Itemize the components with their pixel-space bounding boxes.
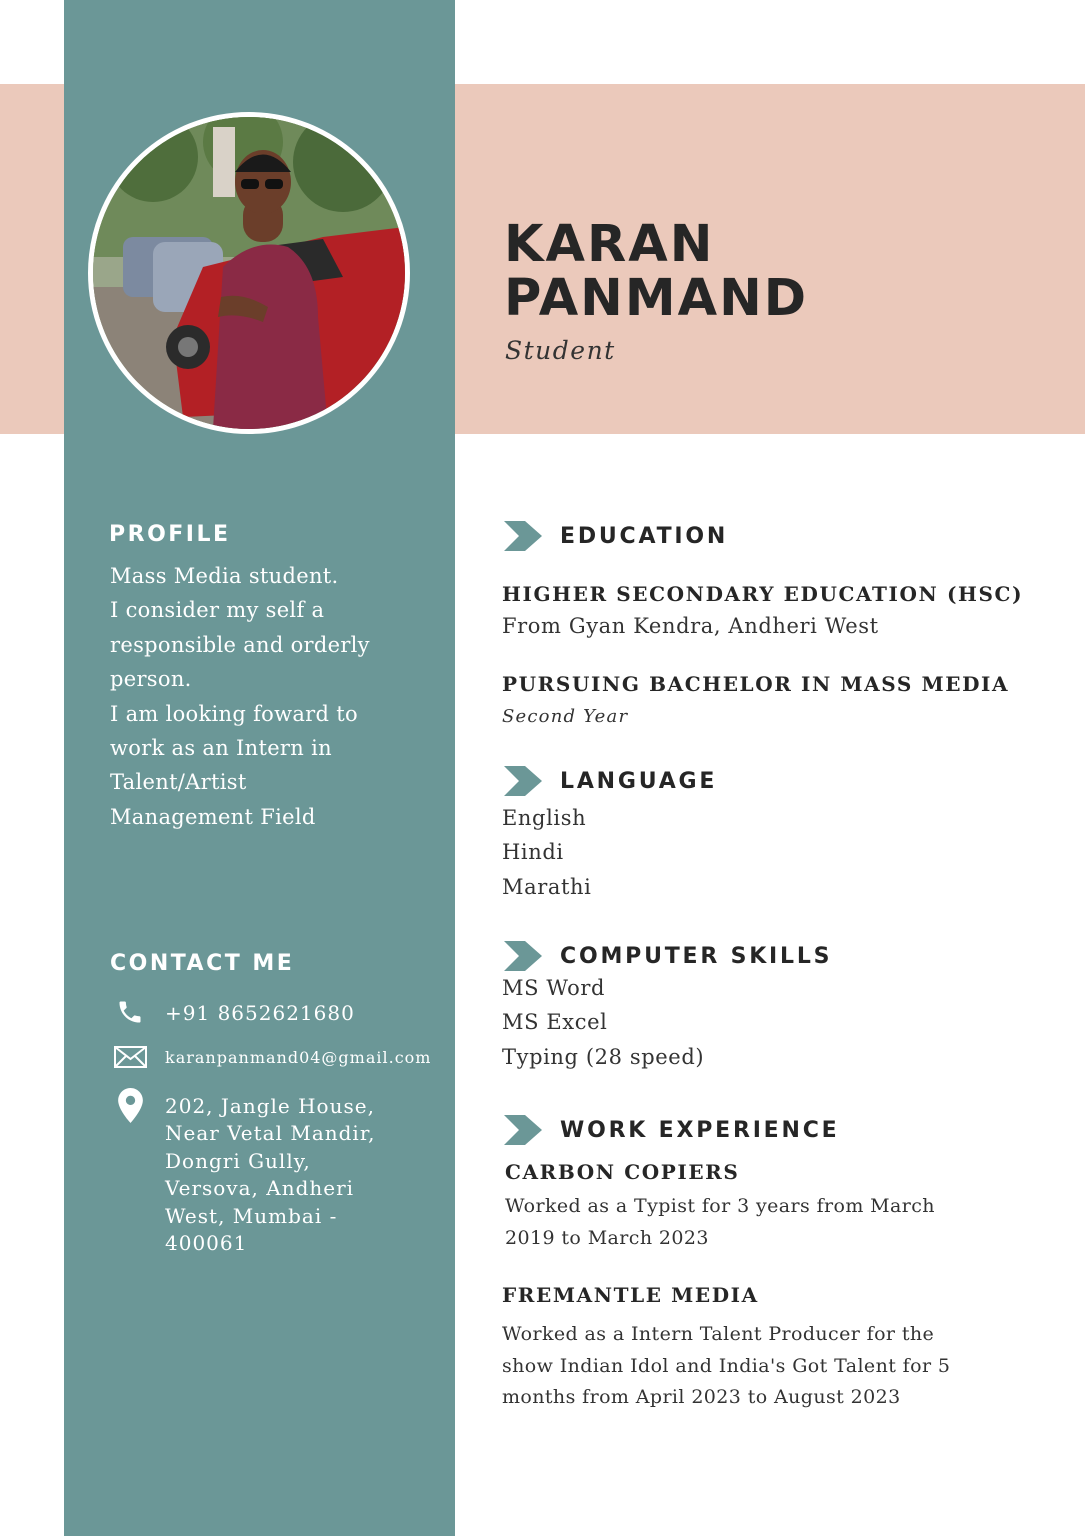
list-item: Marathi [502, 874, 592, 899]
profile-heading: PROFILE [109, 522, 231, 547]
chevron-right-icon [504, 766, 542, 796]
list-item: English [502, 806, 587, 830]
work-experience-section-heading [504, 1115, 840, 1145]
phone-number[interactable]: +91 8652621680 [165, 1001, 355, 1025]
profile-line: I consider my self a [110, 598, 325, 623]
chevron-right-icon [504, 1115, 542, 1145]
address [165, 1093, 376, 1257]
profile-line: person. [110, 667, 192, 692]
list-item: MS Excel [502, 1010, 608, 1035]
email-address[interactable]: karanpanmand04@gmail.com [165, 1048, 432, 1067]
education-item-title: HIGHER SECONDARY EDUCATION (HSC) [502, 582, 1024, 606]
address-line: West, Mumbai - [165, 1203, 338, 1228]
job-description-line: Worked as a Typist for 3 years from March [505, 1195, 935, 1217]
full-name [504, 215, 809, 328]
profile-line: Mass Media student. [110, 564, 339, 588]
education-heading: EDUCATION [560, 523, 729, 549]
profile-line: Talent/Artist [110, 770, 247, 795]
job-company: FREMANTLE MEDIA [502, 1283, 759, 1307]
job-description-line: months from April 2023 to August 2023 [502, 1386, 901, 1408]
contact-heading: CONTACT ME [110, 951, 295, 976]
profile-line: responsible and orderly [110, 632, 370, 657]
last-name: PANMAND [504, 269, 809, 328]
education-item-detail: From Gyan Kendra, Andheri West [502, 614, 879, 638]
job-description [505, 1191, 935, 1254]
chevron-right-icon [504, 521, 542, 551]
work-experience-heading: WORK EXPERIENCE [560, 1117, 840, 1143]
profile-line: I am looking foward to [110, 701, 358, 726]
job-company: CARBON COPIERS [505, 1160, 740, 1184]
mail-icon [114, 1046, 147, 1068]
language-section-heading [504, 766, 717, 796]
list-item: Typing (28 speed) [502, 1044, 705, 1069]
computer-skills-section-heading [504, 941, 832, 971]
job-description-line: Worked as a Intern Talent Producer for the [502, 1323, 935, 1345]
language-list [502, 801, 591, 904]
address-line: 202, Jangle House, [165, 1094, 375, 1118]
language-heading: LANGUAGE [560, 768, 718, 794]
job-description-line: 2019 to March 2023 [505, 1226, 709, 1249]
chevron-right-icon [504, 941, 542, 971]
education-section-heading [504, 521, 728, 551]
first-name: KARAN [504, 215, 715, 274]
list-item: MS Word [502, 976, 606, 1000]
profile-line: work as an Intern in [110, 736, 332, 761]
computer-skills-heading: COMPUTER SKILLS [560, 943, 833, 969]
address-line: Versova, Andheri [165, 1176, 355, 1201]
job-title: Student [505, 336, 616, 365]
job-description-line: show Indian Idol and India's Got Talent for 5 [502, 1354, 951, 1377]
education-item-detail: Second Year [502, 706, 629, 727]
address-line: 400061 [165, 1231, 248, 1256]
profile-text [110, 559, 430, 834]
location-pin-icon [118, 1088, 143, 1123]
education-item-title: PURSUING BACHELOR IN MASS MEDIA [502, 672, 1010, 696]
list-item: Hindi [502, 840, 564, 865]
address-line: Dongri Gully, [165, 1148, 311, 1173]
profile-photo [88, 112, 410, 434]
computer-skills-list [502, 971, 704, 1074]
phone-icon [116, 998, 144, 1026]
profile-line: Management Field [110, 804, 316, 829]
job-description [502, 1319, 950, 1414]
address-line: Near Vetal Mandir, [165, 1121, 376, 1146]
